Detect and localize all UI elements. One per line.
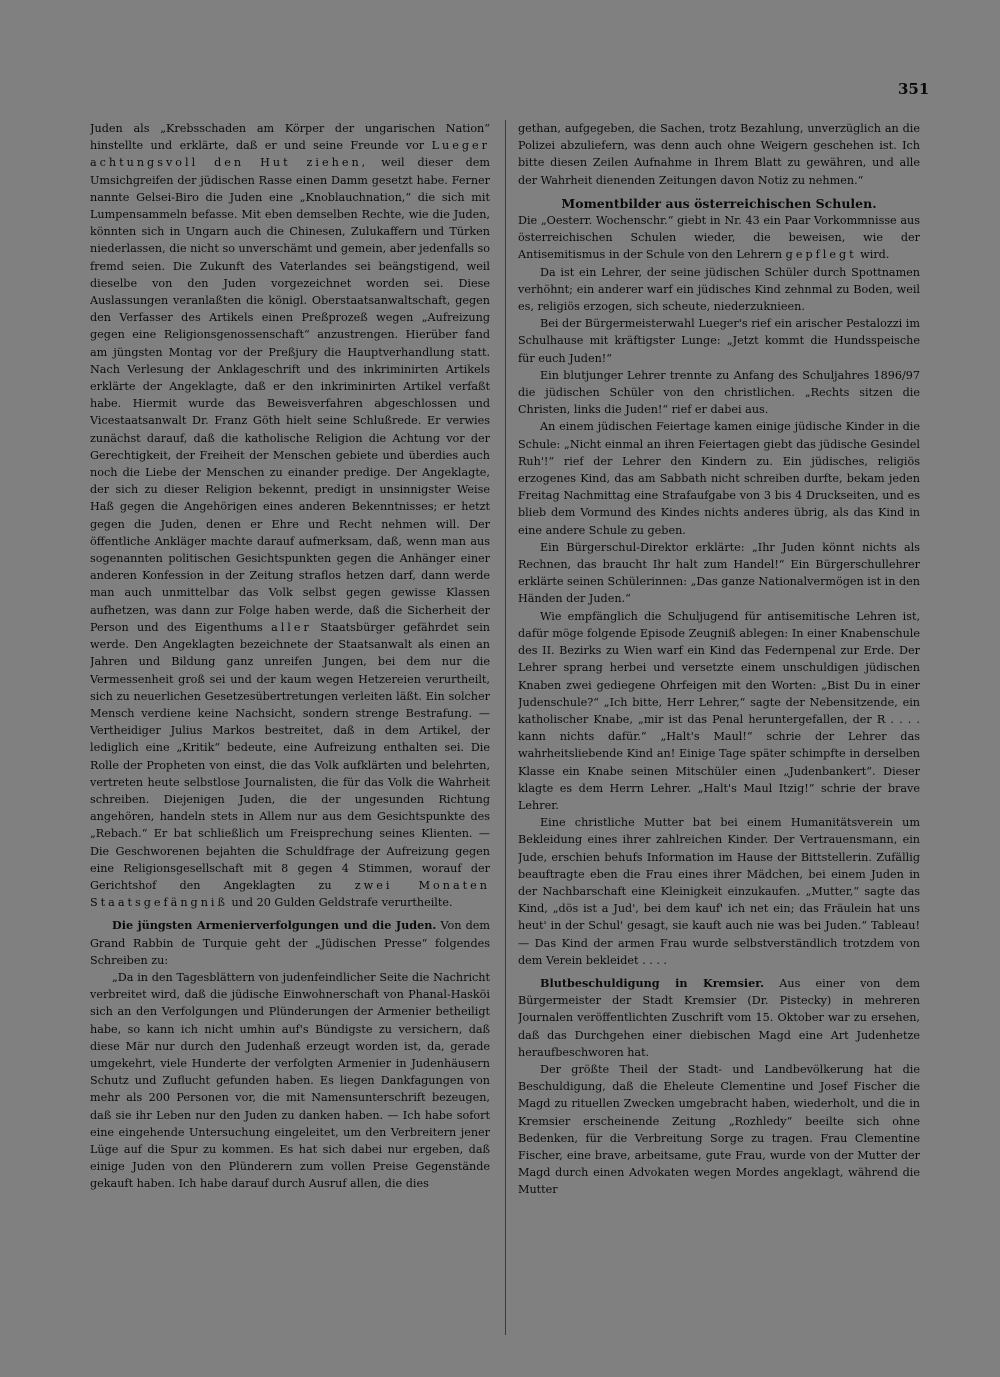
article-paragraph: Ein Bürgerschul-Direktor erklärte: „Ihr Juden könnt nichts als Rechnen, das braucht Ihr halt zum Handel!“ Ein Bürgerschullehrer erklärte seinen Schülerinnen: „Das ganze Nationalvermögen ist in den Händen der Juden.“ bbox=[518, 540, 920, 606]
article-paragraph bbox=[90, 917, 490, 969]
article-paragraph: Eine christliche Mutter bat bei einem Humanitätsverein um Bekleidung eines ihrer zahlreichen Kinder. Der Vertrauensmann, ein Jude, erschien behufs Information im Hause der Bittstellerin. Zufällig beauftragte eben die Frau eines ihrer Mädchen, bei einem Juden in der Nachbarschaft eine Kleinigkeit einzukaufen. „Mutter,“ sagte das Kind, „dös ist a Jud', bei dem kauf' ich net ein; das Fräulein hat uns heut' in der Schul' gesagt, sie kauft auch nie was bei Juden.“ Tableau! — Das Kind der armen Frau wurde selbstverständlich trotzdem von dem Verein bekleidet . . . . bbox=[518, 816, 920, 967]
text-run: weil dieser dem Umsichgreifen der jüdischen Rasse einen Damm gesetzt habe. Ferner nannte Gelsei-Biro die Juden eine „Knoblauchnation,“ die sich mit Lumpensammeln befasse. Mit eben demselben Rechte, wie die Juden, könnten sich in Ungarn auch die Chinesen, Zulukaffern und Türken niederlassen, die nicht so unverschämt und gemein, aber jedenfalls so fremd seien. Die Zukunft des Vaterlandes sei beängstigend, weil dieselbe von den Juden vorgezeichnet worden sei. Diese Auslassungen veranlaßten die königl. Oberstaatsanwaltschaft, gegen den Verfasser des Artikels einen Preßprozeß wegen „Aufreizung gegen eine Religionsgenossenschaft“ anzustrengen. Hierüber fand am jüngsten Montag vor der Preßjury die Hauptverhandlung statt. Nach Verlesung der Anklageschrift und des inkriminirten Artikels erklärte der Angeklagte, daß er den inkriminirten Artikel verfaßt habe. Hiermit wurde das Beweisverfahren abgeschlossen und Vicestaatsanwalt Dr. Franz Göth hielt seine Schlußrede. Er verwies zunächst darauf, daß die katholische Religion die Achtung vor der Gerechtigkeit, der Freiheit der Menschen gebiete und überdies auch noch die Liebe der Menschen zu einander predige. Der Angeklagte, der sich zu dieser Religion bekennt, predigt in unsinnigster Weise Haß gegen die Angehörigen eines anderen Bekenntnisses; er hetzt gegen die Juden, denen er Ehre und Recht nehmen will. Der öffentliche Ankläger machte darauf aufmerksam, daß, wenn man aus sogenannten politischen Gesichtspunkten gegen die Anhänger einer anderen Konfession in der Zeitung straflos hetzen darf, dann werde man auch unmittelbar das Volk selbst gegen gewisse Klassen aufhetzen, was dann zur Folge haben werde, daß die Sicherheit der Person und des Eigenthums bbox=[90, 156, 490, 634]
spaced-emphasis: Lueger achtungsvoll den Hut ziehen, bbox=[90, 139, 490, 170]
text-run: Staatsbürger gefährdet sein werde. Den Angeklagten bezeichnete der Staatsanwalt als einen an Jahren und Bildung ganz unreifen Jungen, bei dem nur die Vermessenheit groß sei und der kaum wegen Hetzereien verurtheilt, sich zu neuerlichen Gesetzesübertretungen verleiten läßt. Ein solcher Mensch verdiene keine Nachsicht, sondern strenge Bestrafung. — Vertheidiger Julius Markos bestreitet, daß in dem Artikel, der lediglich eine „Kritik“ bedeute, eine Aufreizung enthalten sei. Die Rolle der Propheten von einst, die das Volk aufklärten und belehrten, vertreten heute selbstlose Journalisten, die für das Volk die Wahrheit schreiben. Diejenigen Juden, die der ungesunden Richtung angehören, handeln stets in Allem nur aus dem Gesichtspunkte des „Rebach.“ Er bat schließlich um Freisprechung seines Klienten. — Die Geschworenen bejahten die Schuldfrage der Aufreizung gegen eine Religionsgesellschaft mit 8 gegen 4 Stimmen, worauf der Gerichtshof den Angeklagten zu bbox=[90, 620, 490, 892]
spaced-emphasis: zwei Monaten Staatsgefängniß bbox=[90, 878, 490, 910]
section-heading: Blutbeschuldigung in Kremsier. bbox=[540, 975, 765, 990]
text-run: Von dem Grand Rabbin de Turquie geht der „Jüdischen Presse“ folgendes Schreiben zu: bbox=[90, 919, 490, 967]
article-paragraph bbox=[90, 120, 490, 911]
text-run: Juden als „Krebsschaden am Körper der ungarischen Nation“ hinstellte und erklärte, daß er und seine Freunde vor bbox=[90, 122, 490, 153]
spaced-emphasis: gepflegt bbox=[785, 248, 857, 262]
section-heading: Die jüngsten Armenierverfolgungen und die Juden. bbox=[112, 918, 437, 933]
column-divider bbox=[505, 120, 506, 1335]
article-paragraph bbox=[518, 975, 920, 1061]
article-paragraph: „Da in den Tagesblättern von judenfeindlicher Seite die Nachricht verbreitet wird, daß die jüdische Einwohnerschaft von Phanal-Hasköi sich an den Verfolgungen und Plünderungen der Armenier betheiligt habe, so kann ich nicht umhin auf's Bündigste zu versichern, daß diese Mär nur durch den Judenhaß erzeugt worden ist, da, gerade umgekehrt, viele Hunderte der verfolgten Armenier in Judenhäusern Schutz und Zuflucht gefunden haben. Es liegen Dankfagungen von mehr als 200 Personen vor, die mit Namensunterschrift bezeugen, daß sie ihr Leben nur den Juden zu danken haben. — Ich habe sofort eine eingehende Untersuchung eingeleitet, um den Verbreitern jener Lüge auf die Spur zu kommen. Es hat sich dabei nur ergeben, daß einige Juden von den Plünderern zum vollen Preise Gegenstände gekauft haben. Ich habe darauf durch Ausruf allen, die dies bbox=[90, 970, 490, 1191]
text-run: und 20 Gulden Geldstrafe verurtheilte. bbox=[231, 896, 453, 910]
article-paragraph: gethan, aufgegeben, die Sachen, trotz Bezahlung, unverzüglich an die Polizei abzuliefern, was denn auch ohne Weigern geschehen ist. Ich bitte diesen Zeilen Aufnahme in Ihrem Blatt zu gewähren, und alle der Wahrheit dienenden Zeitungen davon Notiz zu nehmen.“ bbox=[518, 122, 920, 187]
spaced-emphasis: aller bbox=[271, 620, 312, 634]
article-paragraph: Da ist ein Lehrer, der seine jüdischen Schüler durch Spottnamen verhöhnt; ein anderer warf ein jüdisches Kind zehnmal zu Boden, weil es, religiös erzogen, sich scheute, niederzuknieen. bbox=[518, 265, 920, 314]
section-heading-line bbox=[518, 195, 920, 212]
article-paragraph: An einem jüdischen Feiertage kamen einige jüdische Kinder in die Schule: „Nicht einmal an ihren Feiertagen giebt das jüdische Gesindel Ruh'!“ rief der Lehrer den Kindern zu. Ein jüdisches, religiös erzogenes Kind, das am Sabbath nicht schreiben durfte, bekam jeden Freitag Nachmittag eine Strafaufgabe von 3 bis 4 Druckseiten, und es blieb dem Vormund des Kindes nichts anderes übrig, als das Kind in eine andere Schule zu geben. bbox=[518, 420, 920, 537]
article-paragraph: Ein blutjunger Lehrer trennte zu Anfang des Schuljahres 1896/97 die jüdischen Schüler von den christlichen. „Rechts sitzen die Christen, links die Juden!“ rief er dabei aus. bbox=[518, 368, 920, 417]
article-paragraph: Wie empfänglich die Schuljugend für antisemitische Lehren ist, dafür möge folgende Episode Zeugniß ablegen: In einer Knabenschule des II. Bezirks zu Wien warf ein Kind das Federnpenal zur Erde. Der Lehrer sprang herbei und versetzte einem unschuldigen jüdischen Knaben zwei gediegene Ohrfeigen mit den Worten: „Bist Du in einer Judenschule?“ „Ich bitte, Herr Lehrer,“ sagte der Nebensitzende, ein katholischer Knabe, „mir ist das Penal heruntergefallen, der R . . . . kann nichts dafür.“ „Halt's Maul!“ schrie der Lehrer das wahrheitsliebende Kind an! Einige Tage später schimpfte in derselben Klasse ein Knabe seinen Mitschüler einen „Judenbankert“. Dieser klagte es dem Herrn Lehrer. „Halt's Maul Itzig!“ schrie der brave Lehrer. bbox=[518, 609, 920, 812]
article-paragraph: Der größte Theil der Stadt- und Landbevölkerung hat die Beschuldigung, daß die Eheleute Clementine und Josef Fischer die Magd zu rituellen Zwecken umgebracht haben, wiederholt, und die in Kremsier erscheinende Zeitung „Rozhledy“ beeilte sich ohne Bedenken, für die Verbreitung Sorge zu tragen. Frau Clementine Fischer, eine brave, arbeitsame, gute Frau, wurde von der Mutter der Magd durch einen Advokaten wegen Mordes angeklagt, während die Mutter bbox=[518, 1062, 920, 1197]
page-number: 351 bbox=[898, 80, 930, 98]
section-heading: Momentbilder aus österreichischen Schulen. bbox=[561, 195, 877, 211]
text-run: Die „Oesterr. Wochenschr.“ giebt in Nr. 43 ein Paar Vorkommnisse aus österreichischen Schulen wieder, die beweisen, wie der Antisemitismus in der Schule von den Lehrern bbox=[518, 214, 920, 262]
left-column bbox=[90, 120, 490, 1335]
text-run: wird. bbox=[860, 248, 890, 262]
article-paragraph: Bei der Bürgermeisterwahl Lueger's rief ein arischer Pestalozzi im Schulhause mit kräftigster Lunge: „Jetzt kommt die Hundsspeische für euch Juden!“ bbox=[518, 317, 920, 365]
text-run: Aus einer von dem Bürgermeister der Stadt Kremsier (Dr. Pistecky) in mehreren Journalen veröffentlichten Zuschrift vom 15. Oktober war zu ersehen, daß das Durchgehen einer diebischen Magd eine Art Judenhetze heraufbeschworen hat. bbox=[518, 976, 920, 1059]
right-column bbox=[518, 120, 920, 1335]
article-paragraph bbox=[518, 212, 920, 264]
